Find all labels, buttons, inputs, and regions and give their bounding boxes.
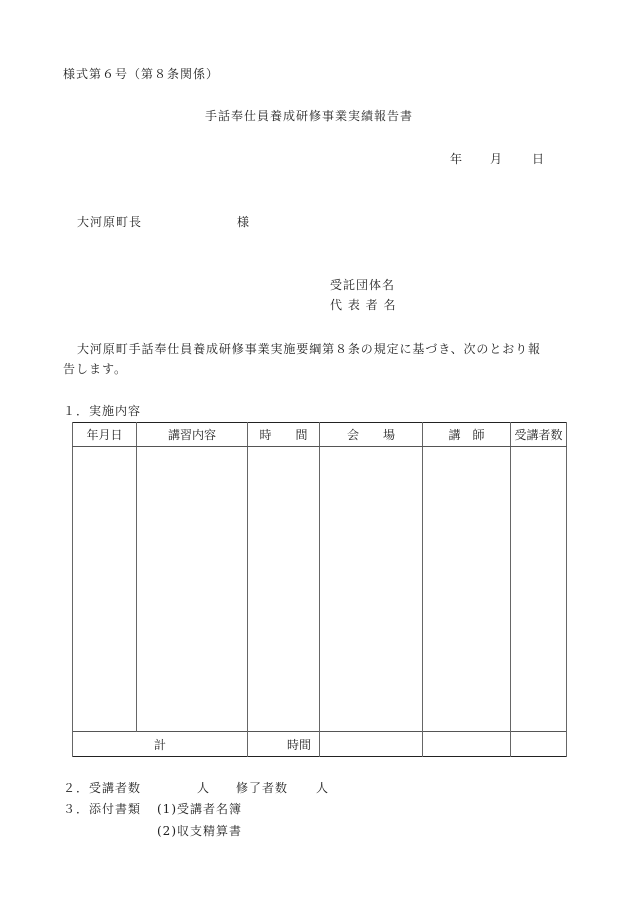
total-label: 計: [73, 732, 248, 757]
col-header-instructor: 講 師: [423, 423, 511, 447]
org-name-label: 受託団体名: [330, 278, 396, 292]
attachment-item-2: (2)収支精算書: [157, 824, 242, 838]
body-text-line-2: 告します。: [63, 362, 128, 376]
date-year: 年: [450, 152, 463, 166]
date-month: 月: [490, 152, 503, 166]
table-total-row: [73, 732, 567, 757]
completed-unit: 人: [316, 781, 329, 795]
total-instructor: [423, 732, 511, 757]
completed-label: 修了者数: [236, 781, 289, 795]
total-venue: [320, 732, 423, 757]
section3-heading: ３．添付書類: [63, 802, 142, 816]
total-participants[interactable]: [511, 732, 567, 757]
body-text-line-1: 大河原町手話奉仕員養成研修事業実施要綱第８条の規定に基づき、次のとおり報: [77, 342, 541, 356]
participants-unit: 人: [197, 781, 210, 795]
addressee-name: 大河原町長: [77, 215, 143, 229]
form-number: 様式第６号（第８条関係）: [63, 67, 220, 81]
date-day: 日: [532, 152, 545, 166]
document-title: 手話奉仕員養成研修事業実績報告書: [205, 109, 414, 123]
representative-label: 代 表 者 名: [330, 298, 397, 312]
total-hours[interactable]: 時間: [248, 732, 320, 757]
cell-participants[interactable]: [511, 447, 567, 732]
addressee-honorific: 様: [237, 215, 250, 229]
cell-date[interactable]: [73, 447, 137, 732]
table-header-row: [73, 423, 567, 447]
col-header-participants: 受講者数: [511, 423, 567, 447]
implementation-table: [72, 422, 567, 757]
col-header-time: 時 間: [248, 423, 320, 447]
cell-time[interactable]: [248, 447, 320, 732]
cell-instructor[interactable]: [423, 447, 511, 732]
attachment-item-1: (1)受講者名簿: [157, 802, 242, 816]
col-header-date: 年月日: [73, 423, 137, 447]
cell-venue[interactable]: [320, 447, 423, 732]
col-header-venue: 会 場: [320, 423, 423, 447]
section2-heading: ２．受講者数: [63, 781, 142, 795]
section1-heading: １．実施内容: [63, 404, 142, 418]
cell-content[interactable]: [137, 447, 248, 732]
table-row: [73, 447, 567, 732]
col-header-content: 講習内容: [137, 423, 248, 447]
